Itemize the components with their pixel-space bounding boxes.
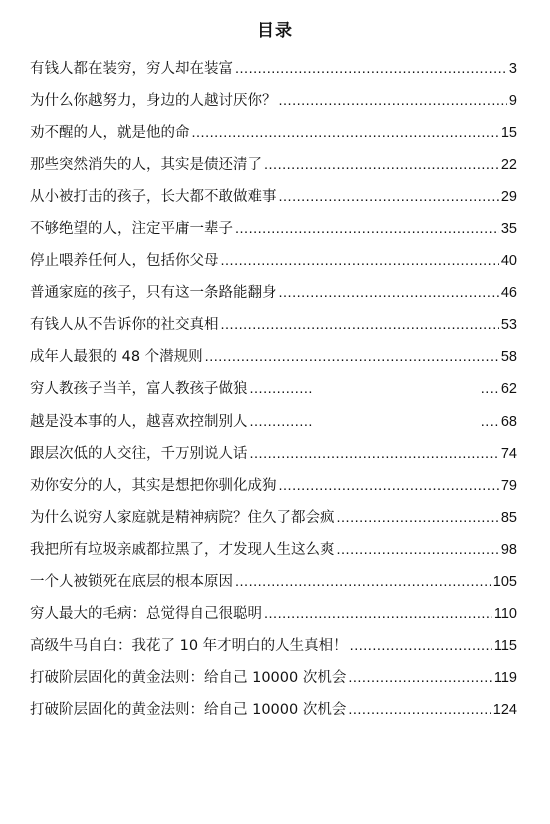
toc-entry-title: 跟层次低的人交往，千万别说人话 <box>30 445 248 462</box>
toc-entry-title: 打破阶层固化的黄金法则：给自己 10000 次机会 <box>30 669 347 686</box>
dot-leader: .... <box>480 381 499 398</box>
page-title: 目录 <box>257 21 293 41</box>
toc-list <box>30 54 517 727</box>
dot-leader <box>221 310 499 340</box>
toc-entry[interactable] <box>30 182 517 212</box>
toc-entry-page: 35 <box>500 221 517 238</box>
dot-leader <box>348 663 492 693</box>
toc-entry[interactable] <box>30 278 517 308</box>
dot-leader <box>337 503 499 533</box>
toc-entry-page: 3 <box>508 61 517 77</box>
dot-leader <box>350 631 492 661</box>
toc-entry-page: 15 <box>500 125 517 142</box>
toc-entry-page: 62 <box>500 381 517 398</box>
toc-entry-page: 115 <box>493 637 517 654</box>
toc-entry-page: 53 <box>500 317 517 334</box>
toc-entry[interactable] <box>30 54 517 84</box>
dot-leader <box>337 535 499 565</box>
toc-entry[interactable] <box>30 310 517 340</box>
dot-leader <box>192 118 499 148</box>
toc-entry-title: 劝你安分的人，其实是想把你驯化成狗 <box>30 477 277 494</box>
toc-entry-page: 74 <box>500 445 517 462</box>
toc-entry-title: 一个人被锁死在底层的根本原因 <box>30 573 233 590</box>
toc-entry[interactable] <box>30 407 517 437</box>
dot-leader <box>250 374 313 404</box>
toc-entry-title: 穷人最大的毛病：总觉得自己很聪明 <box>30 605 262 622</box>
toc-entry[interactable] <box>30 663 517 693</box>
toc-entry[interactable] <box>30 150 517 180</box>
dot-leader <box>279 86 507 116</box>
toc-entry-page: 79 <box>500 477 517 494</box>
toc-entry[interactable] <box>30 599 517 629</box>
toc-entry-title: 我把所有垃圾亲戚都拉黑了，才发现人生这么爽 <box>30 541 335 558</box>
toc-entry[interactable] <box>30 342 517 372</box>
toc-entry-page: 40 <box>500 253 517 270</box>
toc-entry-page: 58 <box>500 349 517 366</box>
dot-leader <box>235 567 491 597</box>
dot-leader: .... <box>480 413 499 430</box>
toc-entry[interactable] <box>30 439 517 469</box>
toc-entry-page: 46 <box>500 285 517 302</box>
toc-entry-title: 从小被打击的孩子，长大都不敢做难事 <box>30 189 277 206</box>
toc-entry[interactable] <box>30 86 517 116</box>
toc-entry-page: 98 <box>500 541 517 558</box>
toc-entry-page: 9 <box>508 93 517 110</box>
toc-entry-title: 成年人最狠的 48 个潜规则 <box>30 349 203 366</box>
toc-entry[interactable] <box>30 214 517 244</box>
toc-entry[interactable] <box>30 118 517 148</box>
toc-entry-title: 有钱人从不告诉你的社交真相 <box>30 317 219 334</box>
toc-entry-title: 不够绝望的人，注定平庸一辈子 <box>30 221 233 238</box>
dot-leader <box>205 342 499 372</box>
toc-entry[interactable] <box>30 535 517 565</box>
toc-entry-page: 85 <box>500 509 517 526</box>
dot-leader <box>279 278 499 308</box>
dot-leader <box>221 246 499 276</box>
toc-entry-title: 高级牛马自白：我花了 10 年才明白的人生真相！ <box>30 637 348 654</box>
dot-leader <box>264 150 499 180</box>
toc-entry-title: 有钱人都在装穷，穷人却在装富 <box>30 61 233 77</box>
toc-entry-title: 越是没本事的人，越喜欢控制别人 <box>30 413 248 430</box>
toc-entry-title: 劝不醒的人，就是他的命 <box>30 125 190 142</box>
dot-leader <box>264 599 492 629</box>
dot-leader <box>235 54 507 84</box>
toc-entry[interactable] <box>30 631 517 661</box>
toc-entry-title: 那些突然消失的人，其实是债还清了 <box>30 157 262 174</box>
toc-entry-page: 22 <box>500 157 517 174</box>
toc-entry-title: 穷人教孩子当羊，富人教孩子做狼 <box>30 381 248 398</box>
dot-leader <box>250 407 313 437</box>
toc-entry-title: 为什么说穷人家庭就是精神病院？住久了都会疯 <box>30 509 335 526</box>
toc-entry[interactable] <box>30 503 517 533</box>
toc-entry[interactable] <box>30 567 517 597</box>
toc-entry-title: 为什么你越努力，身边的人越讨厌你？ <box>30 93 277 110</box>
toc-entry-page: 124 <box>492 701 517 718</box>
toc-entry-page: 68 <box>500 413 517 430</box>
dot-leader <box>235 214 499 244</box>
toc-entry[interactable] <box>30 695 517 725</box>
toc-entry[interactable] <box>30 471 517 501</box>
toc-entry-page: 29 <box>500 189 517 206</box>
toc-entry-title: 打破阶层固化的黄金法则：给自己 10000 次机会 <box>30 701 347 718</box>
toc-entry[interactable] <box>30 374 517 404</box>
dot-leader <box>348 695 490 725</box>
toc-entry-title: 停止喂养任何人，包括你父母 <box>30 253 219 270</box>
toc-entry-page: 110 <box>493 605 517 622</box>
dot-leader <box>279 182 499 212</box>
dot-leader <box>279 471 499 501</box>
toc-entry-page: 119 <box>493 669 517 686</box>
toc-entry[interactable] <box>30 246 517 276</box>
dot-leader <box>250 439 499 469</box>
toc-entry-page: 105 <box>492 573 517 590</box>
toc-entry-title: 普通家庭的孩子，只有这一条路能翻身 <box>30 285 277 302</box>
